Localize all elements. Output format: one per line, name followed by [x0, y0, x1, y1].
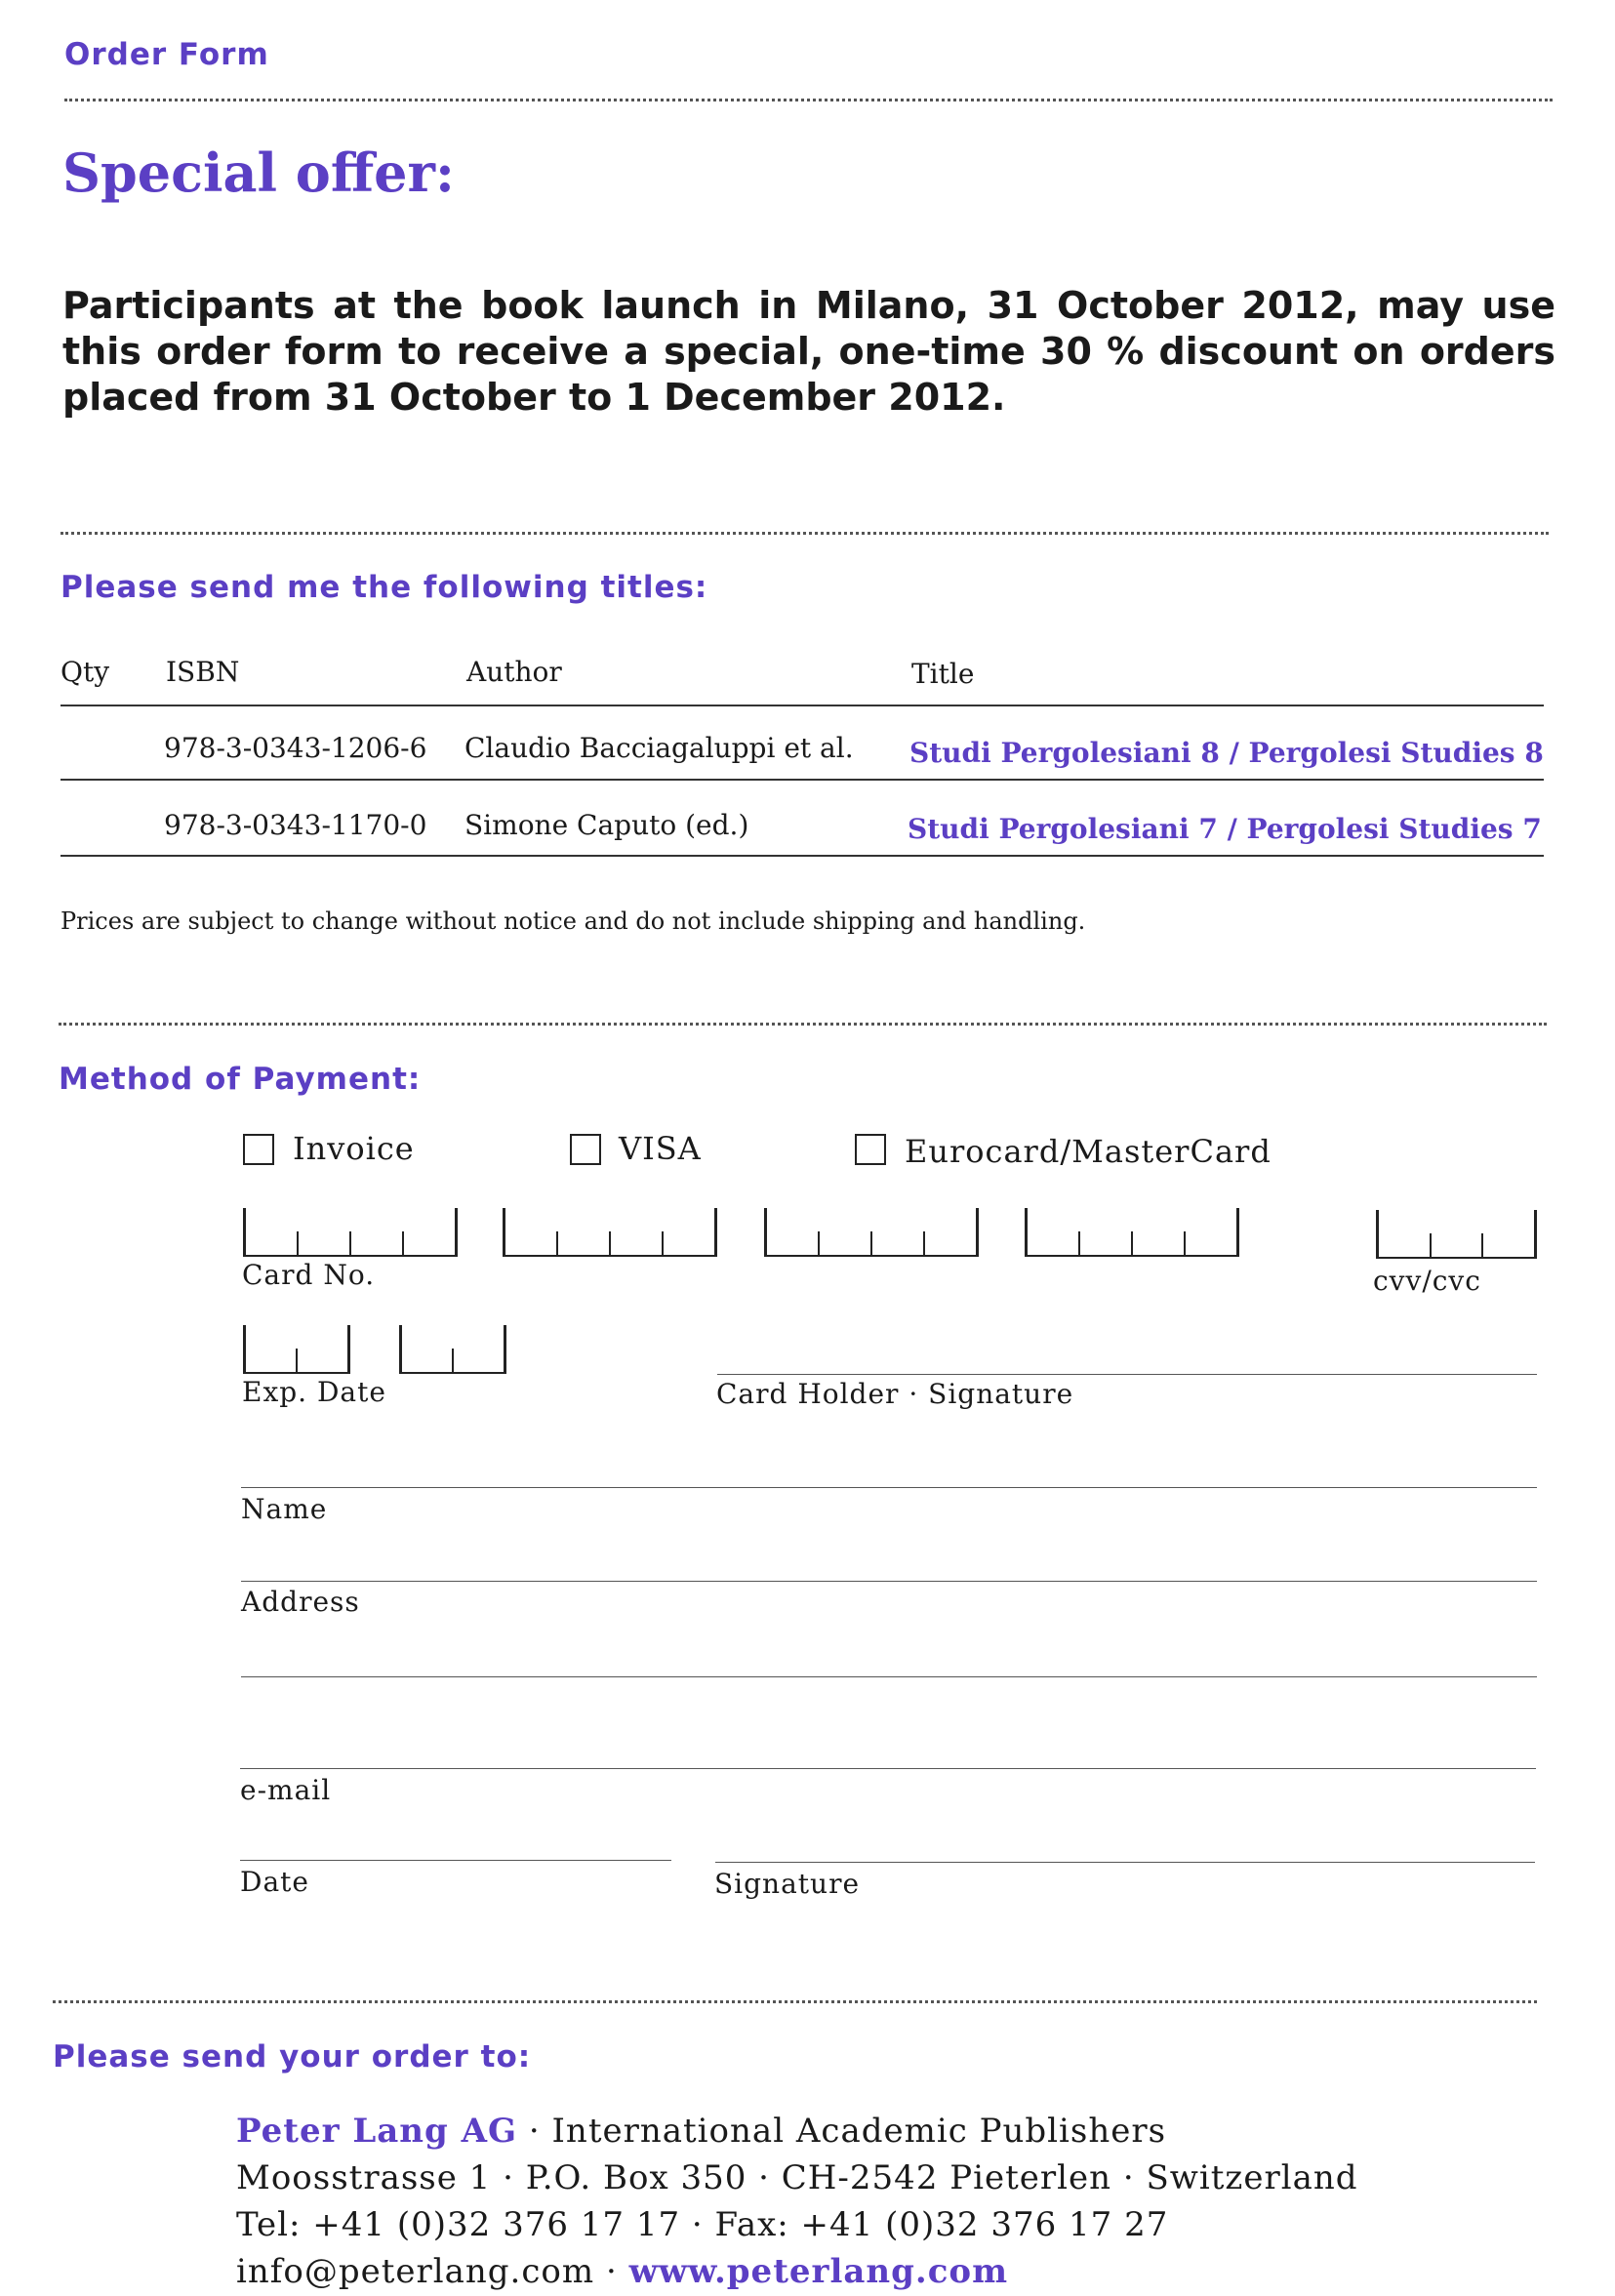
- email-label: e-mail: [240, 1774, 332, 1806]
- table-row-rule: [61, 855, 1544, 857]
- isbn-cell: 978-3-0343-1170-0: [164, 809, 427, 841]
- publisher-line: [236, 2108, 1166, 2155]
- email-line[interactable]: [240, 1768, 1536, 1769]
- column-author: Author: [466, 656, 562, 688]
- qty-field[interactable]: [61, 809, 139, 842]
- phone-fax: Tel: +41 (0)32 376 17 17 · Fax: +41 (0)32 376 17 27: [236, 2205, 1169, 2244]
- column-isbn: ISBN: [166, 656, 240, 688]
- card-number-group-3[interactable]: [764, 1208, 979, 1257]
- send-to-heading: Please send your order to:: [53, 2039, 532, 2074]
- signature-label: Signature: [714, 1868, 861, 1900]
- address-label: Address: [241, 1586, 360, 1618]
- exp-date-label: Exp. Date: [242, 1376, 386, 1408]
- column-title: Title: [911, 658, 975, 690]
- postal-address: Moosstrasse 1 · P.O. Box 350 · CH-2542 Pieterlen · Switzerland: [236, 2158, 1358, 2197]
- date-label: Date: [240, 1866, 309, 1898]
- divider: [59, 1023, 1547, 1026]
- card-number-label: Card No.: [242, 1259, 376, 1291]
- titles-heading: Please send me the following titles:: [61, 570, 708, 605]
- visa-checkbox[interactable]: [570, 1134, 601, 1165]
- card-number-group-4[interactable]: [1025, 1208, 1239, 1257]
- title-cell: Studi Pergolesiani 8 / Pergolesi Studies 8: [909, 737, 1544, 769]
- name-label: Name: [241, 1493, 328, 1525]
- separator: ·: [605, 2252, 618, 2291]
- publisher-desc: · International Academic Publishers: [528, 2112, 1167, 2151]
- cvv-field[interactable]: [1376, 1210, 1537, 1259]
- qty-field[interactable]: [61, 732, 139, 765]
- website-link[interactable]: www.peterlang.com: [628, 2252, 1009, 2291]
- address-line[interactable]: [241, 1581, 1537, 1582]
- special-offer-title: Special offer:: [62, 141, 455, 204]
- invoice-label: Invoice: [293, 1130, 415, 1167]
- divider: [61, 532, 1549, 535]
- payment-heading: Method of Payment:: [59, 1062, 422, 1097]
- date-line[interactable]: [240, 1860, 671, 1861]
- signature-line[interactable]: [715, 1862, 1535, 1863]
- publisher-name: Peter Lang AG: [236, 2112, 518, 2151]
- card-number-group-1[interactable]: [243, 1208, 458, 1257]
- address-line-2[interactable]: [241, 1676, 1537, 1677]
- email-link[interactable]: info@peterlang.com: [236, 2252, 595, 2291]
- mastercard-label: Eurocard/MasterCard: [905, 1133, 1272, 1170]
- mastercard-checkbox[interactable]: [855, 1134, 886, 1165]
- table-header-rule: [61, 705, 1544, 706]
- author-cell: Claudio Bacciagaluppi et al.: [464, 732, 854, 764]
- visa-label: VISA: [619, 1130, 702, 1167]
- invoice-checkbox[interactable]: [243, 1134, 274, 1165]
- table-row-rule: [61, 779, 1544, 781]
- card-holder-signature-line[interactable]: [717, 1374, 1537, 1375]
- column-qty: Qty: [61, 656, 110, 688]
- title-cell: Studi Pergolesiani 7 / Pergolesi Studies 7: [908, 813, 1542, 845]
- contact-line: [236, 2248, 1008, 2296]
- author-cell: Simone Caputo (ed.): [464, 809, 749, 841]
- divider: [64, 99, 1553, 101]
- card-holder-label: Card Holder · Signature: [716, 1378, 1074, 1410]
- card-number-group-2[interactable]: [503, 1208, 717, 1257]
- exp-year-field[interactable]: [399, 1325, 506, 1374]
- cvv-label: cvv/cvc: [1373, 1265, 1481, 1297]
- isbn-cell: 978-3-0343-1206-6: [164, 732, 427, 764]
- name-line[interactable]: [241, 1487, 1537, 1488]
- price-note: Prices are subject to change without notice and do not include shipping and handling.: [61, 907, 1086, 935]
- divider: [53, 2000, 1537, 2003]
- exp-month-field[interactable]: [243, 1325, 350, 1374]
- offer-intro-text: Participants at the book launch in Milano, 31 October 2012, may use this order form to receive a special, one-time 30 % discount on orders placed from 31 October to 1 December 2012.: [62, 284, 1555, 419]
- form-header-label: Order Form: [64, 37, 269, 72]
